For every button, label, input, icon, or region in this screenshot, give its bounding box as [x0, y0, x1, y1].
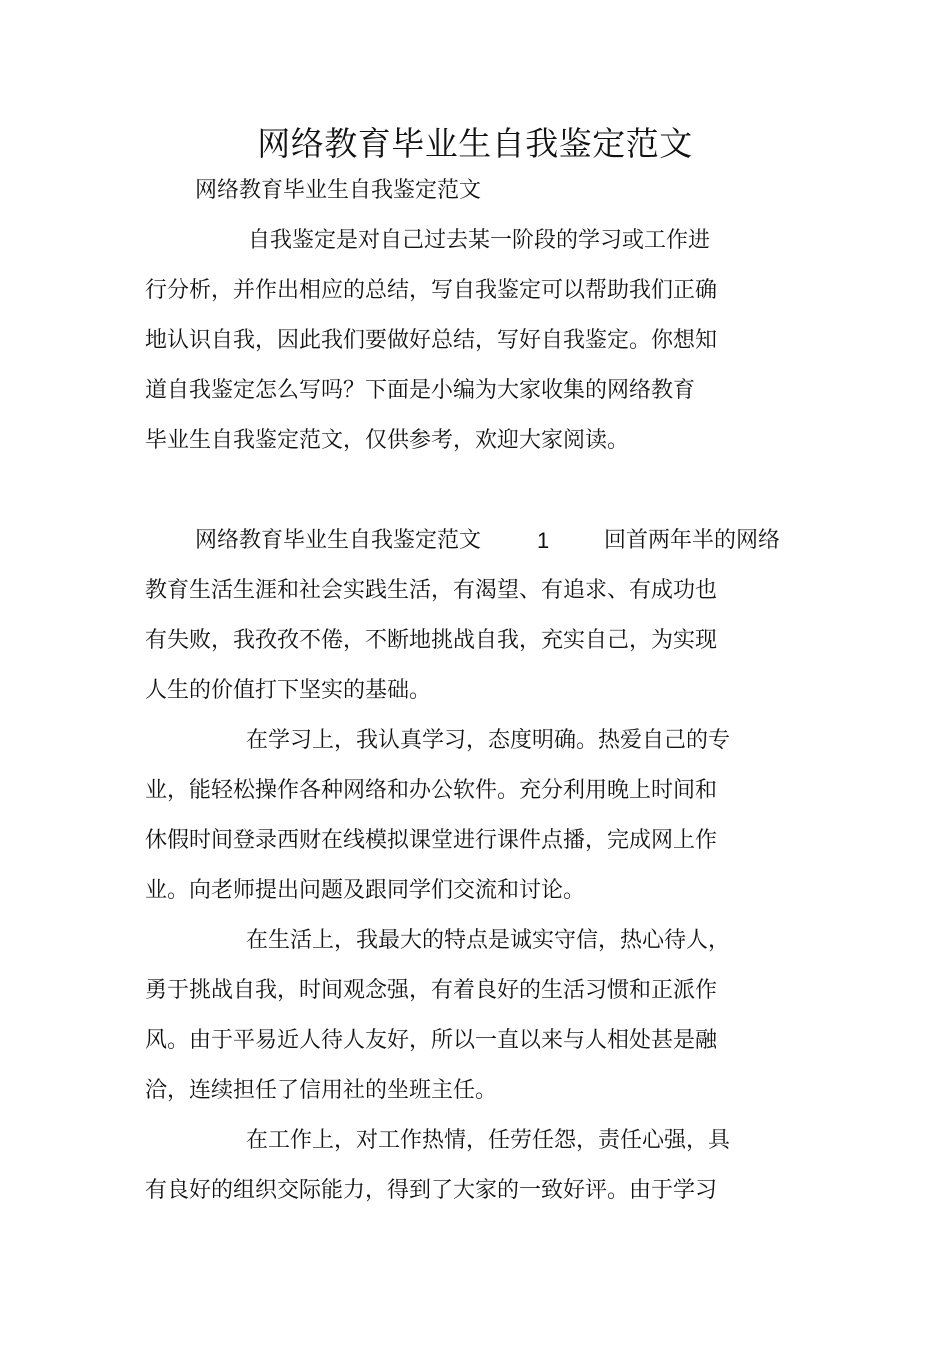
section-heading: 网络教育毕业生自我鉴定范文 — [195, 528, 482, 553]
intro-line: 自我鉴定是对自己过去某一阶段的学习或工作进 — [248, 228, 711, 253]
intro-line: 地认识自我，因此我们要做好总结，写好自我鉴定。你想知 — [145, 328, 718, 353]
intro-line: 道自我鉴定怎么写吗？下面是小编为大家收集的网络教育 — [145, 378, 696, 403]
section-line: 人生的价值打下坚实的基础。 — [145, 678, 432, 703]
life-line: 在生活上，我最大的特点是诚实守信，热心待人， — [246, 928, 731, 953]
document-subtitle: 网络教育毕业生自我鉴定范文 — [195, 178, 482, 203]
intro-line: 毕业生自我鉴定范文，仅供参考，欢迎大家阅读。 — [145, 428, 630, 453]
intro-line: 行分析，并作出相应的总结，写自我鉴定可以帮助我们正确 — [145, 278, 718, 303]
section-number: 1 — [537, 528, 550, 553]
section-first-line: 回首两年半的网络 — [604, 528, 781, 553]
study-line: 休假时间登录西财在线模拟课堂进行课件点播，完成网上作 — [145, 828, 718, 853]
study-line: 业。向老师提出问题及跟同学们交流和讨论。 — [145, 878, 586, 903]
section-line: 有失败，我孜孜不倦，不断地挑战自我，充实自己，为实现 — [145, 628, 718, 653]
study-line: 业，能轻松操作各种网络和办公软件。充分利用晚上时间和 — [145, 778, 718, 803]
work-line: 在工作上，对工作热情，任劳任怨，责任心强，具 — [246, 1128, 731, 1153]
work-line: 有良好的组织交际能力，得到了大家的一致好评。由于学习 — [145, 1178, 718, 1203]
life-line: 勇于挑战自我，时间观念强，有着良好的生活习惯和正派作 — [145, 978, 718, 1003]
section-line: 教育生活生涯和社会实践生活，有渴望、有追求、有成功也 — [145, 578, 718, 603]
life-line: 洽，连续担任了信用社的坐班主任。 — [145, 1078, 498, 1103]
life-line: 风。由于平易近人待人友好，所以一直以来与人相处甚是融 — [145, 1028, 718, 1053]
document-title: 网络教育毕业生自我鉴定范文 — [257, 124, 693, 163]
study-line: 在学习上，我认真学习，态度明确。热爱自己的专 — [246, 728, 731, 753]
